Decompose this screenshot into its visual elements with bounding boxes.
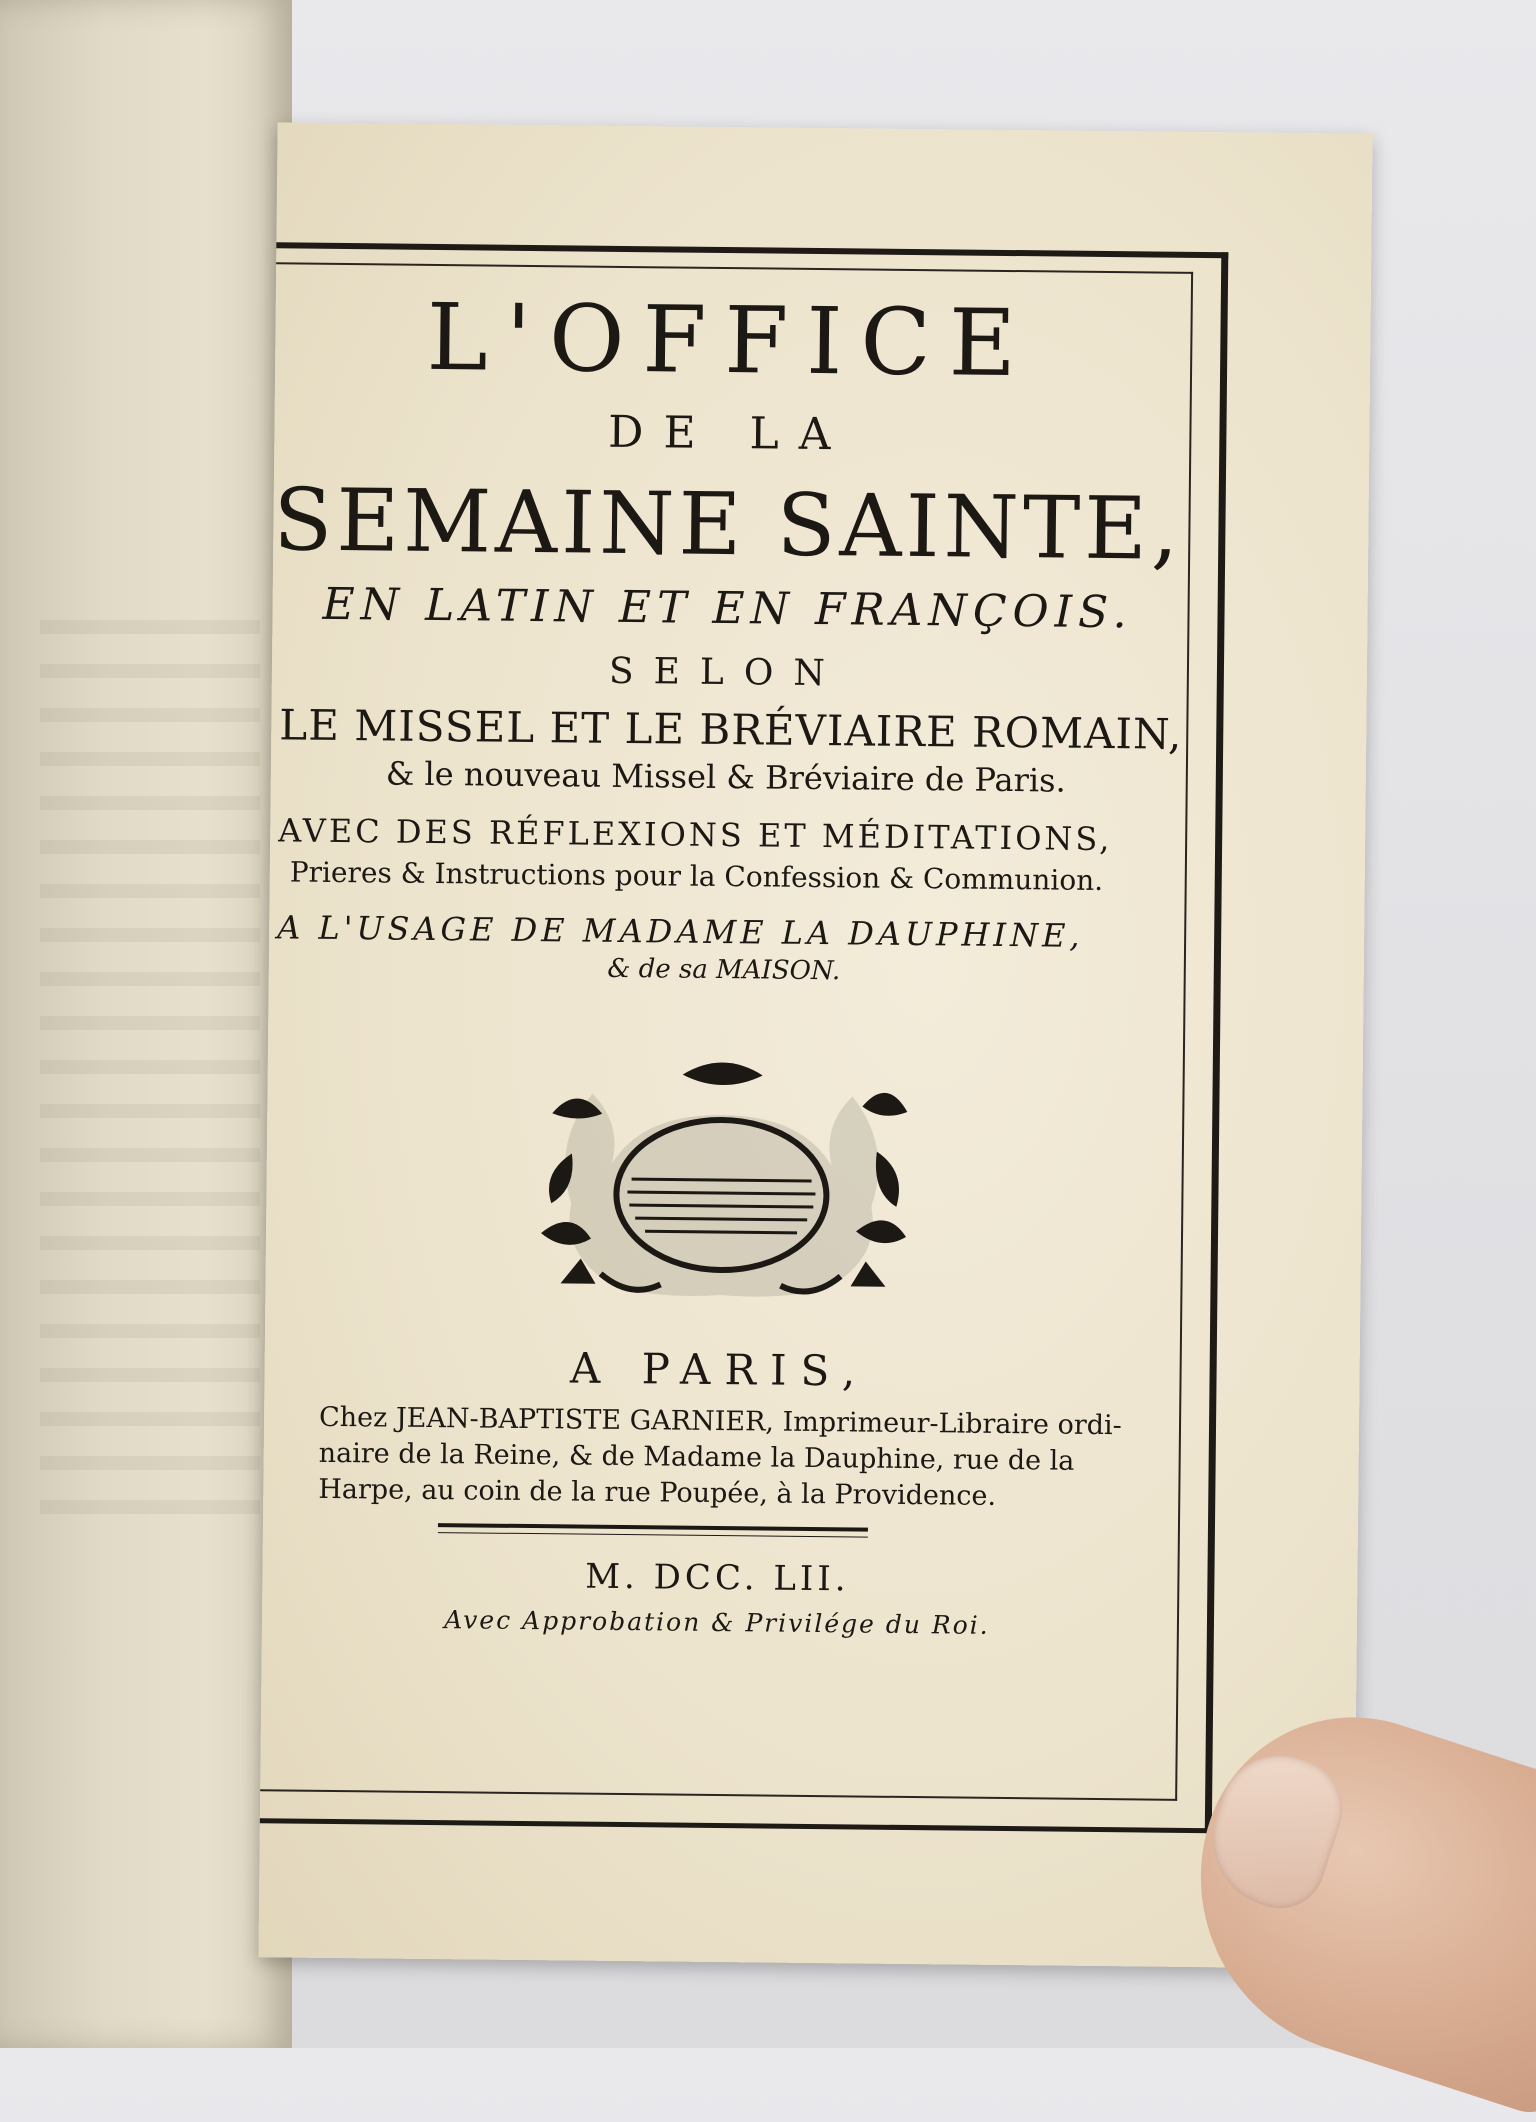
imprint-place: A PARIS, <box>569 1343 870 1396</box>
privilege-notice: Avec Approbation & Privilége du Roi. <box>444 1605 990 1640</box>
subtitle-selon: SELON <box>608 650 846 695</box>
imprint-line-1: Chez JEAN-BAPTISTE GARNIER, Imprimeur-Libraire ordi- <box>318 1401 1122 1442</box>
subtitle-prieres: Prieres & Instructions pour la Confession & Communion. <box>289 855 1104 898</box>
printers-ornament <box>530 1053 913 1307</box>
publication-year: M. DCC. LII. <box>585 1556 850 1600</box>
dedication-maison: & de sa MAISON. <box>607 953 841 987</box>
subtitle-missel-romain: LE MISSEL ET LE BRÉVIAIRE ROMAIN, <box>279 700 1183 759</box>
subtitle-missel-paris: & le nouveau Missel & Bréviaire de Paris. <box>385 754 1066 800</box>
subtitle-reflexions: AVEC DES RÉFLEXIONS ET MÉDITATIONS, <box>278 811 1113 859</box>
title-page <box>258 122 1372 1968</box>
title-line-office: L'OFFICE <box>426 283 1035 398</box>
dedication-dauphine: A L'USAGE DE MADAME LA DAUPHINE, <box>277 908 1084 955</box>
title-line-semaine-sainte: SEMAINE SAINTE, <box>272 470 1183 580</box>
imprint-line-3: Harpe, au coin de la rue Poupée, à la Providence. <box>318 1473 997 1512</box>
facing-page <box>0 0 292 2048</box>
title-line-de-la: DE LA <box>607 406 851 461</box>
title-text-block <box>262 282 1186 1641</box>
imprint-line-2: naire de la Reine, & de Madame la Dauphine, rue de la <box>318 1437 1075 1477</box>
double-rule-divider <box>438 1523 868 1538</box>
imprint-publisher <box>318 1400 1122 1516</box>
subtitle-languages: EN LATIN ET EN FRANÇOIS. <box>322 578 1133 639</box>
